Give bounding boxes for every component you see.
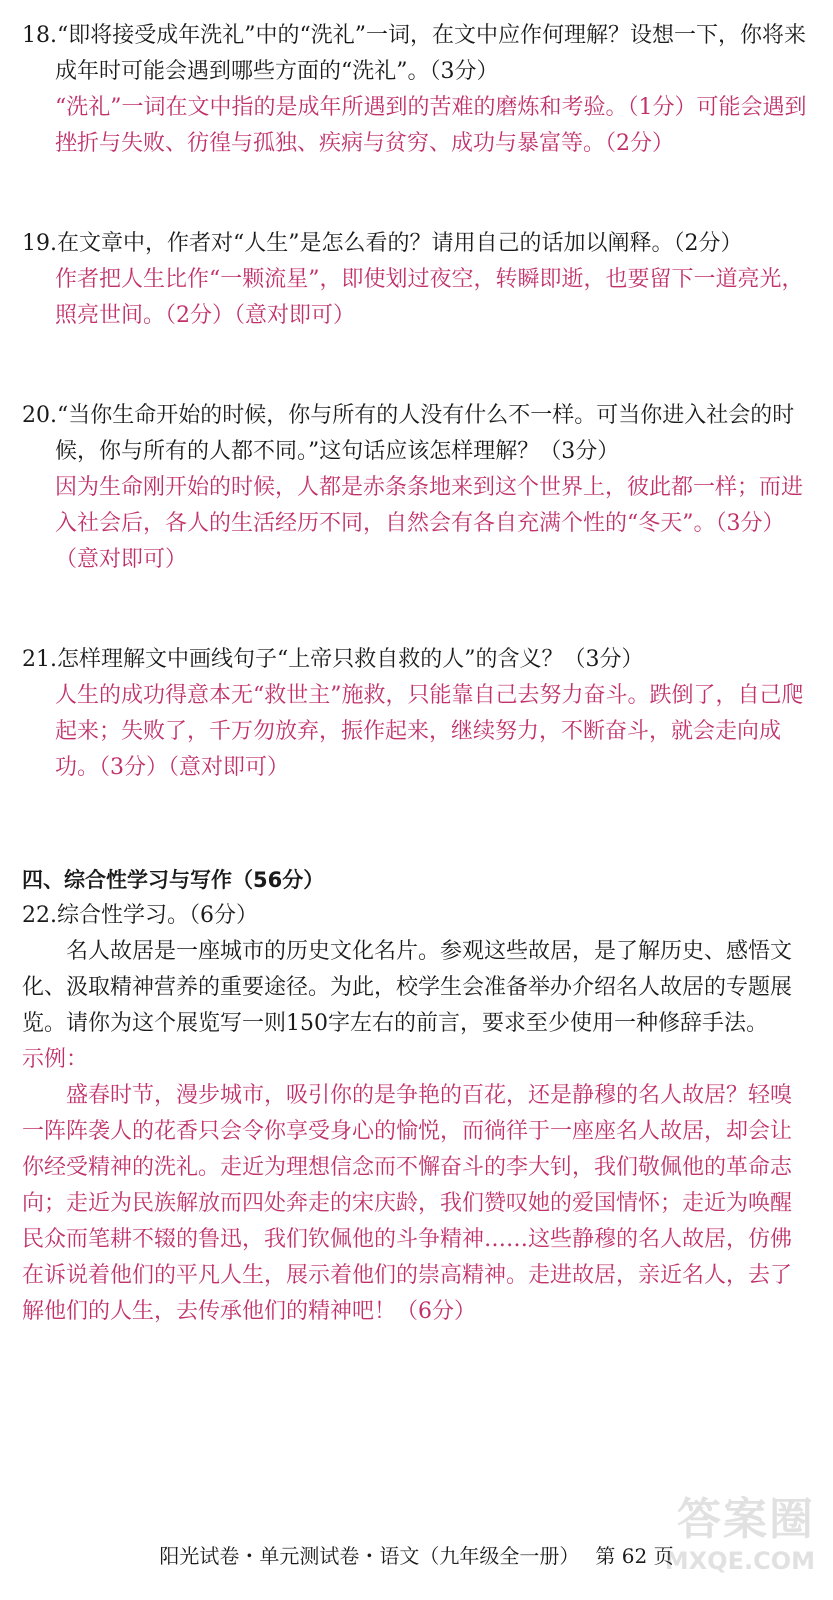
worksheet-page	[22, 18, 812, 1330]
question-text: 18.“即将接受成年洗礼”中的“洗礼”一词，在文中应作何理解？设想一下，你将来成年时可能会遇到哪些方面的“洗礼”。（3分）	[22, 23, 806, 84]
question-block-21	[22, 642, 812, 786]
section-comprehensive-writing	[22, 862, 812, 1330]
question-text: 20.“当你生命开始的时候，你与所有的人没有什么不一样。可当你进入社会的时候，你与所有的人都不同。”这句话应该怎样理解？（3分）	[22, 403, 795, 464]
answer-text: 因为生命刚开始的时候，人都是赤条条地来到这个世界上，彼此都一样；而进入社会后，各人的生活经历不同，自然会有各自充满个性的“冬天”。（3分）（意对即可）	[55, 475, 804, 572]
answer-text: “洗礼”一词在文中指的是成年所遇到的苦难的磨炼和考验。（1分）可能会遇到挫折与失败、彷徨与孤独、疾病与贫穷、成功与暴富等。（2分）	[55, 95, 807, 156]
question-text: 21.怎样理解文中画线句子“上帝只救自救的人”的含义？（3分）	[22, 647, 644, 672]
answer-text: 人生的成功得意本无“救世主”施救，只能靠自己去努力奋斗。跌倒了，自己爬起来；失败了，千万勿放弃，振作起来，继续努力，不断奋斗，就会走向成功。（3分）（意对即可）	[55, 683, 804, 780]
example-answer-text: 盛春时节，漫步城市，吸引你的是争艳的百花，还是静穆的名人故居？轻嗅一阵阵袭人的花香只会令你享受身心的愉悦，而徜徉于一座座名人故居，却会让你经受精神的洗礼。走近为理想信念而不懈奋斗的李大钊，我们敬佩他的革命志向；走近为民族解放而四处奔走的宋庆龄，我们赞叹她的爱国情怀；走近为唤醒民众而笔耕不辍的鲁迅，我们钦佩他的斗争精神……这些静穆的名人故居，仿佛在诉说着他们的平凡人生，展示着他们的崇高精神。走进故居，亲近名人，去了解他们的人生，去传承他们的精神吧！（6分）	[22, 1083, 793, 1324]
page-footer	[0, 1542, 833, 1570]
watermark-cn: 答案圈	[677, 1494, 815, 1545]
answer-text: 作者把人生比作“一颗流星”，即使划过夜空，转瞬即逝，也要留下一道亮光，照亮世间。（2分）（意对即可）	[55, 267, 804, 328]
question-block-20	[22, 398, 812, 578]
watermark-en: MXQE.COM	[664, 1547, 815, 1575]
example-label: 示例：	[22, 1047, 89, 1072]
question-text: 19.在文章中，作者对“人生”是怎么看的？请用自己的话加以阐释。（2分）	[22, 231, 743, 256]
question-block-18	[22, 18, 812, 162]
footer-page-number: 第 62 页	[595, 1544, 674, 1568]
question-22-title: 22.综合性学习。（6分）	[22, 903, 258, 928]
question-block-19	[22, 226, 812, 334]
footer-book-title: 阳光试卷・单元测试卷・语文（九年级全一册）	[159, 1544, 580, 1568]
section-title: 四、综合性学习与写作（56分）	[22, 868, 325, 892]
question-22-prompt: 名人故居是一座城市的历史文化名片。参观这些故居，是了解历史、感悟文化、汲取精神营养的重要途径。为此，校学生会准备举办介绍名人故居的专题展览。请你为这个展览写一则150字左右的前言，要求至少使用一种修辞手法。	[22, 939, 793, 1036]
